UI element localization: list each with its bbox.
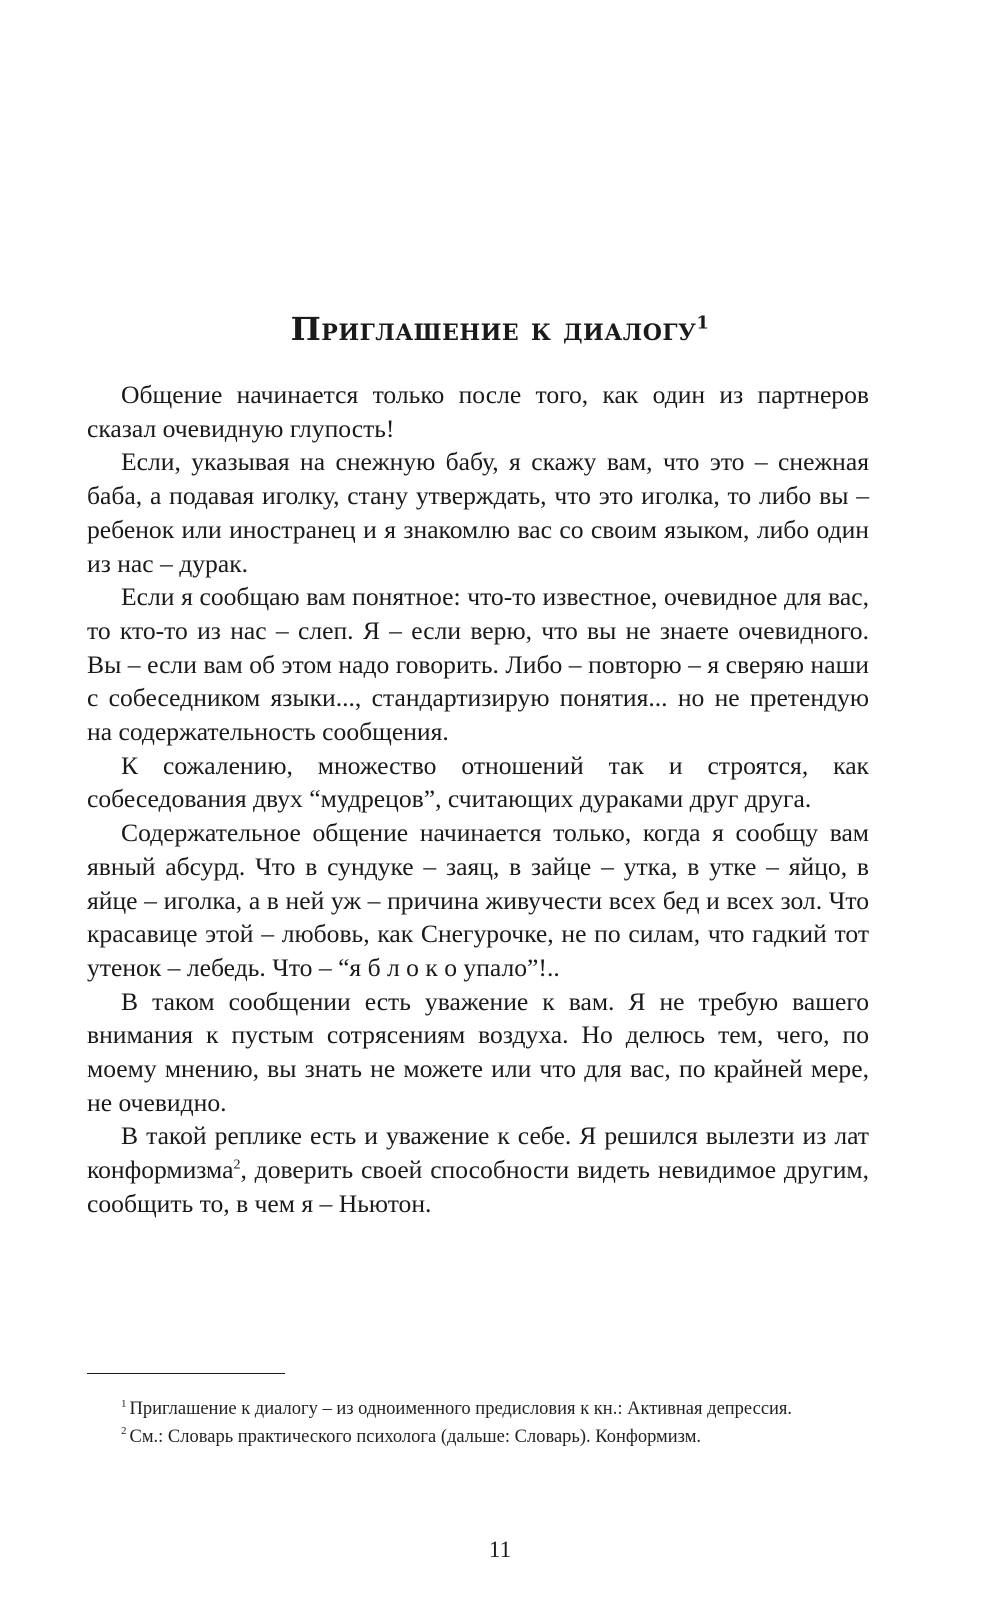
paragraph-5: Содержательное общение начинается только, когда я сообщу вам явный абсурд. Что в сундуке – заяц, в зайце – утка, в утке – яйцо, в яйце – иголка, а в ней уж – причина живучести всех бед и всех зол. Что красавице этой – любовь, как Снегурочке, не по силам, что гадкий тот утенок – лебедь. Что – “я б л о к о упало”!.. [87,818,869,982]
footnote-2 [87,1424,869,1452]
page-number: 11 [488,1537,512,1562]
footnote-2-mark: 2 [121,1425,127,1438]
footnotes [87,1396,869,1451]
title-footnote-mark: 1 [696,312,710,334]
body-text [87,378,869,1221]
chapter-title-text: Приглашение к диалогу [290,310,697,348]
paragraph-7 [87,1119,869,1220]
paragraph-4: К сожалению, множество отношений так и строятся, как собеседования двух “мудрецов”, считающих дураками друг друга. [87,750,869,814]
footnote-1-mark: 1 [121,1397,127,1410]
footnote-divider [87,1373,285,1374]
paragraph-3: Если я сообщаю вам понятное: что-то известное, очевидное для вас, то кто-то из нас – слеп. Я – если верю, что вы не знаете очевидного. Вы – если вам об этом надо говорить. Либо – повторю – я сверяю наши с собеседником языки..., стандартизирую понятия... но не претендую на содержательность сообщения. [87,582,869,747]
paragraph-1: Общение начинается только после того, как один из партнеров сказал очевидную глупость! [87,380,869,443]
paragraph-7-footnote-mark: 2 [233,1157,241,1173]
paragraph-2: Если, указывая на снежную бабу, я скажу вам, что это – снежная баба, а подавая иголку, стану утверждать, что это иголка, то либо вы – ребенок или иностранец и я знакомлю вас со своим языком, либо один из нас – дурак. [87,447,869,578]
paragraph-7-after: , доверить своей способности видеть невидимое другим, сообщить то, в чем я – Ньютон. [87,1155,869,1218]
paragraph-6: В таком сообщении есть уважение к вам. Я не требую вашего внимания к пустым сотрясениям воздуха. Но делюсь тем, чего, по моему мнению, вы знать не можете или что для вас, по крайней мере, не очевидно. [87,986,869,1117]
footnote-1-text: Приглашение к диалогу – из одноименного предисловия к кн.: Активная депрессия. [129,1399,793,1419]
paragraph-7-before: В такой реплике есть и уважение к себе. Я решился вылезти из лат конформизма [87,1121,869,1185]
footnote-1 [87,1396,869,1424]
footnote-2-text: См.: Словарь практического психолога (дальше: Словарь). Конформизм. [129,1426,702,1447]
chapter-title [0,310,1000,348]
